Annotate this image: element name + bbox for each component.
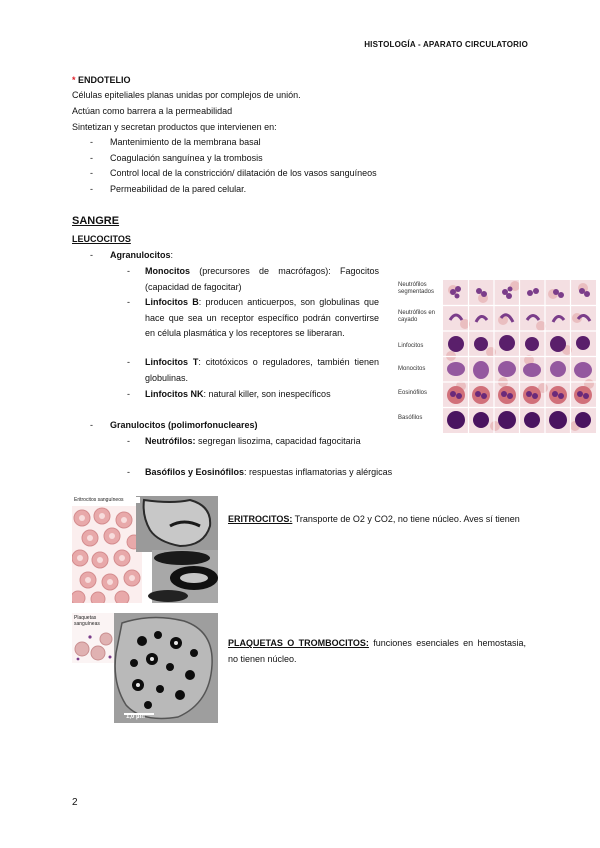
figure-label: Neutrófilos segmentados	[398, 282, 435, 295]
list-item-linfocitos-t: Linfocitos T: citotóxicos o reguladores, también tienen globulinas.	[145, 357, 379, 383]
dash-marker: -	[90, 168, 93, 178]
figure-label: Monocitos	[398, 366, 426, 372]
figure-label: Neutrófilos en cayado	[398, 310, 436, 323]
dash-marker: -	[127, 389, 130, 399]
page-number: 2	[72, 797, 78, 808]
figure-label: Linfocitos	[398, 343, 424, 349]
dash-marker: -	[90, 420, 93, 430]
endotelio-line: Células epiteliales planas unidas por complejos de unión.	[72, 90, 301, 100]
erythrocyte-figure	[72, 496, 218, 603]
list-item: Coagulación sanguínea y la trombosis	[110, 153, 263, 163]
red-bullet: *	[72, 75, 76, 85]
dash-marker: -	[90, 153, 93, 163]
list-item-linfocitos-b: Linfocitos B: producen anticuerpos, son globulinas que hace que sea un receptor específico podrán convertirse en célula plasmática y los receptores se liberaran.	[145, 297, 379, 338]
eritrocitos-paragraph: ERITROCITOS: Transporte de O2 y CO2, no tiene núcleo. Aves sí tienen	[228, 514, 520, 524]
dash-marker: -	[127, 436, 130, 446]
list-item-linfocitos-nk: Linfocitos NK: natural killer, son inespecíficos	[145, 389, 331, 399]
sangre-title: SANGRE	[72, 215, 120, 227]
list-item: Control local de la constricción/ dilatación de los vasos sanguíneos	[110, 168, 377, 178]
running-header: HISTOLOGÍA - APARATO CIRCULATORIO	[364, 40, 528, 49]
list-item: Permeabilidad de la pared celular.	[110, 184, 247, 194]
dash-marker: -	[127, 357, 130, 367]
leukocyte-micrograph-grid	[443, 280, 596, 433]
agranulocitos-label: Agranulocitos:	[110, 250, 174, 260]
list-item-basofilos-eosinofilos: Basófilos y Eosinófilos: respuestas inflamatorias y alérgicas	[145, 467, 393, 477]
erythrocyte-micrograph	[72, 496, 218, 603]
figure-label: Eritrocitos sanguíneos	[74, 497, 140, 503]
plaquetas-paragraph: PLAQUETAS O TROMBOCITOS: funciones esenciales en hemostasia, no tienen núcleo.	[228, 638, 527, 664]
granulocitos-label: Granulocitos (polimorfonucleares)	[110, 420, 258, 430]
platelet-figure	[72, 613, 218, 723]
platelet-micrograph	[72, 613, 218, 723]
dash-marker: -	[90, 137, 93, 147]
leucocitos-title: LEUCOCITOS	[72, 234, 131, 244]
list-item-neutrofilos: Neutrófilos: segregan lisozima, capacidad fagocitaria	[145, 436, 361, 446]
dash-marker: -	[127, 266, 130, 276]
scale-bar-label: 1,0 µm	[126, 714, 145, 720]
dash-marker: -	[90, 184, 93, 194]
figure-label: Eosinófilos	[398, 390, 428, 396]
endotelio-heading	[72, 73, 131, 89]
list-item: Mantenimiento de la membrana basal	[110, 137, 261, 147]
dash-marker: -	[90, 250, 93, 260]
endotelio-line: Sintetizan y secretan productos que intervienen en:	[72, 122, 277, 132]
endotelio-line: Actúan como barrera a la permeabilidad	[72, 106, 233, 116]
list-item-monocitos: Monocitos (precursores de macrófagos): Fagocitos (capacidad de fagocitar)	[145, 266, 379, 292]
leukocyte-figure	[396, 280, 596, 433]
endotelio-title: ENDOTELIO	[78, 75, 131, 85]
dash-marker: -	[127, 297, 130, 307]
figure-label: Plaquetas sanguíneas	[74, 615, 100, 627]
figure-label: Basófilos	[398, 415, 423, 421]
dash-marker: -	[127, 467, 130, 477]
